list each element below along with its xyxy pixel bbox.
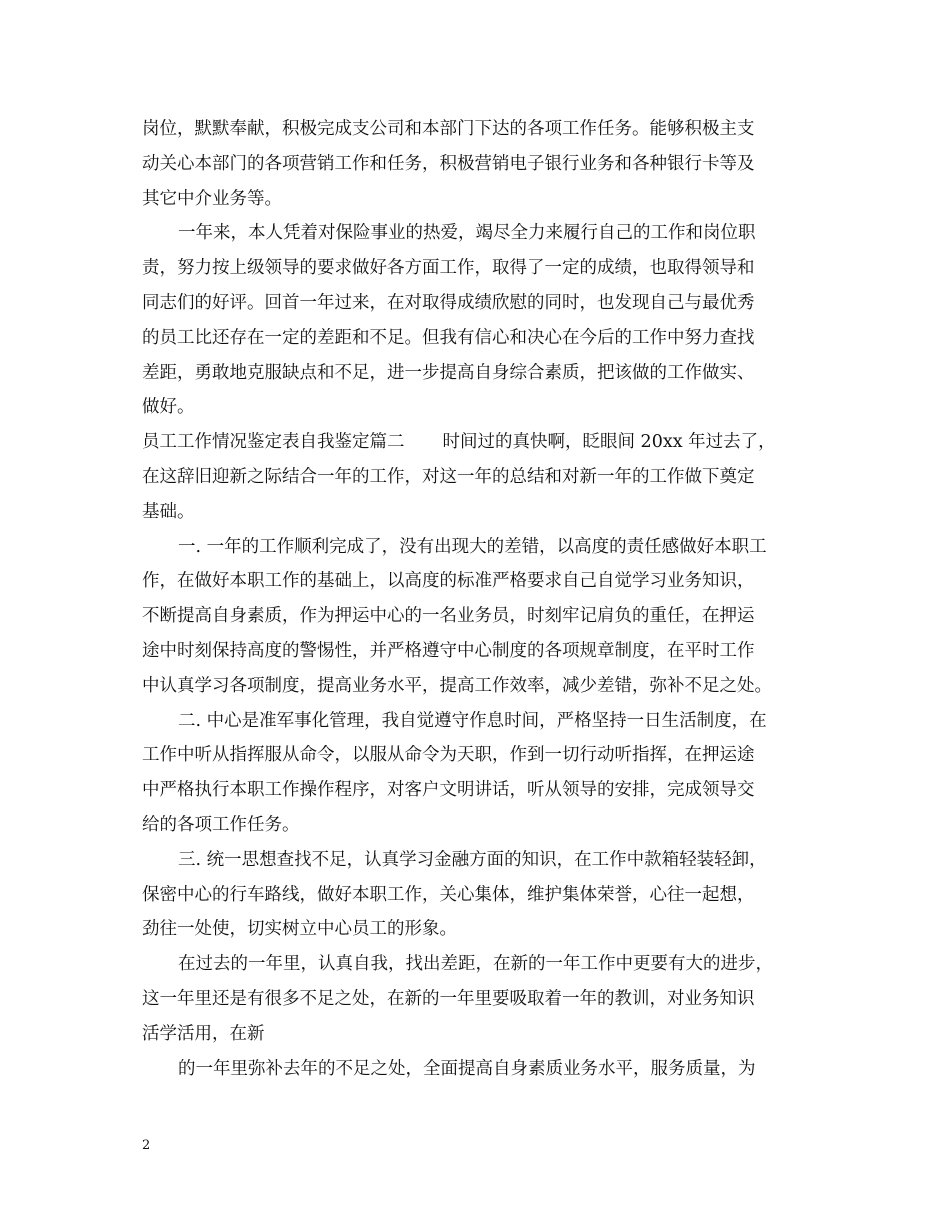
paragraph-line bbox=[142, 147, 824, 182]
line-text: 三. 统一思想查找不足，认真学习金融方面的知识，在工作中款箱轻装轻卸， bbox=[178, 849, 767, 870]
paragraph-line bbox=[142, 912, 824, 947]
line-text: 活学活用，在新 bbox=[142, 1023, 265, 1044]
line-text: 同志们的好评。回首一年过来，在对取得成绩欣慰的同时，也发现自己与最优秀 bbox=[142, 292, 755, 313]
line-text: 不断提高自身素质，作为押运中心的一名业务员，时刻牢记肩负的重任，在押运 bbox=[142, 606, 755, 627]
section-heading-line bbox=[142, 425, 824, 460]
line-text: 动关心本部门的各项营销工作和任务，积极营销电子银行业务和各种银行卡等及 bbox=[142, 153, 755, 174]
page-number: 2 bbox=[142, 1138, 151, 1153]
paragraph-line bbox=[142, 182, 824, 217]
line-text: 这一年里还是有很多不足之处，在新的一年里要吸取着一年的教训，对业务知识 bbox=[142, 988, 755, 1009]
line-text: 二. 中心是准军事化管理，我自觉遵守作息时间，严格坚持一日生活制度，在 bbox=[178, 710, 767, 731]
line-text: 途中时刻保持高度的警惕性，并严格遵守中心制度的各项规章制度，在平时工作 bbox=[142, 640, 755, 661]
paragraph-line bbox=[142, 704, 824, 739]
paragraph-line bbox=[142, 843, 824, 878]
line-text: 在过去的一年里，认真自我，找出差距，在新的一年工作中更要有大的进步， bbox=[178, 954, 773, 975]
paragraph-line bbox=[142, 1052, 824, 1087]
line-text: 劲往一处使，切实树立中心员工的形象。 bbox=[142, 919, 457, 940]
line-text: 工作中听从指挥服从命令，以服从命令为天职，作到一切行动听指挥，在押运途 bbox=[142, 745, 755, 766]
paragraph-line bbox=[142, 495, 824, 530]
paragraph-line bbox=[142, 356, 824, 391]
paragraph-line bbox=[142, 286, 824, 321]
line-text: 中严格执行本职工作操作程序，对客户文明讲话，听从领导的安排，完成领导交 bbox=[142, 780, 755, 801]
line-text: 一. 一年的工作顺利完成了，没有出现大的差错，以高度的责任感做好本职工 bbox=[178, 536, 767, 557]
line-text: 差距，勇敢地克服缺点和不足，进一步提高自身综合素质，把该做的工作做实、 bbox=[142, 362, 755, 383]
paragraph-line bbox=[142, 390, 824, 425]
paragraph-line bbox=[142, 251, 824, 286]
paragraph-line bbox=[142, 773, 824, 808]
paragraph-line bbox=[142, 564, 824, 599]
paragraph-line bbox=[142, 112, 824, 147]
line-text: 的一年里弥补去年的不足之处，全面提高自身素质业务水平，服务质量，为 bbox=[178, 1058, 756, 1079]
document-body bbox=[142, 112, 824, 1086]
paragraph-line bbox=[142, 216, 824, 251]
line-text: 责，努力按上级领导的要求做好各方面工作，取得了一定的成绩，也取得领导和 bbox=[142, 258, 755, 279]
line-text: 基础。 bbox=[142, 501, 195, 522]
paragraph-line bbox=[142, 808, 824, 843]
paragraph-line bbox=[142, 947, 824, 982]
paragraph-line bbox=[142, 1017, 824, 1052]
paragraph-line bbox=[142, 530, 824, 565]
line-text: 在这辞旧迎新之际结合一年的工作，对这一年的总结和对新一年的工作做下奠定 bbox=[142, 466, 755, 487]
paragraph-line bbox=[142, 669, 824, 704]
section-heading: 员工工作情况鉴定表自我鉴定篇二 bbox=[142, 432, 405, 453]
line-text: 时间过的真快啊，眨眼间 20xx 年过去了， bbox=[442, 432, 776, 453]
paragraph-line bbox=[142, 599, 824, 634]
paragraph-line bbox=[142, 878, 824, 913]
line-text: 一年来，本人凭着对保险事业的热爱，竭尽全力来履行自己的工作和岗位职 bbox=[178, 223, 756, 244]
paragraph-line bbox=[142, 634, 824, 669]
paragraph-line bbox=[142, 738, 824, 773]
paragraph-line bbox=[142, 982, 824, 1017]
line-text: 中认真学习各项制度，提高业务水平，提高工作效率，减少差错，弥补不足之处。 bbox=[142, 675, 772, 696]
line-text: 的员工比还存在一定的差距和不足。但我有信心和决心在今后的工作中努力查找 bbox=[142, 327, 755, 348]
line-text: 保密中心的行车路线，做好本职工作，关心集体，维护集体荣誉，心往一起想， bbox=[142, 884, 755, 905]
line-text: 岗位，默默奉献，积极完成支公司和本部门下达的各项工作任务。能够积极主支 bbox=[142, 119, 755, 139]
line-text: 给的各项工作任务。 bbox=[142, 814, 300, 835]
paragraph-line bbox=[142, 321, 824, 356]
paragraph-line bbox=[142, 460, 824, 495]
line-text: 其它中介业务等。 bbox=[142, 188, 282, 209]
line-text: 作，在做好本职工作的基础上，以高度的标准严格要求自己自觉学习业务知识， bbox=[142, 571, 755, 592]
line-text: 做好。 bbox=[142, 397, 195, 418]
